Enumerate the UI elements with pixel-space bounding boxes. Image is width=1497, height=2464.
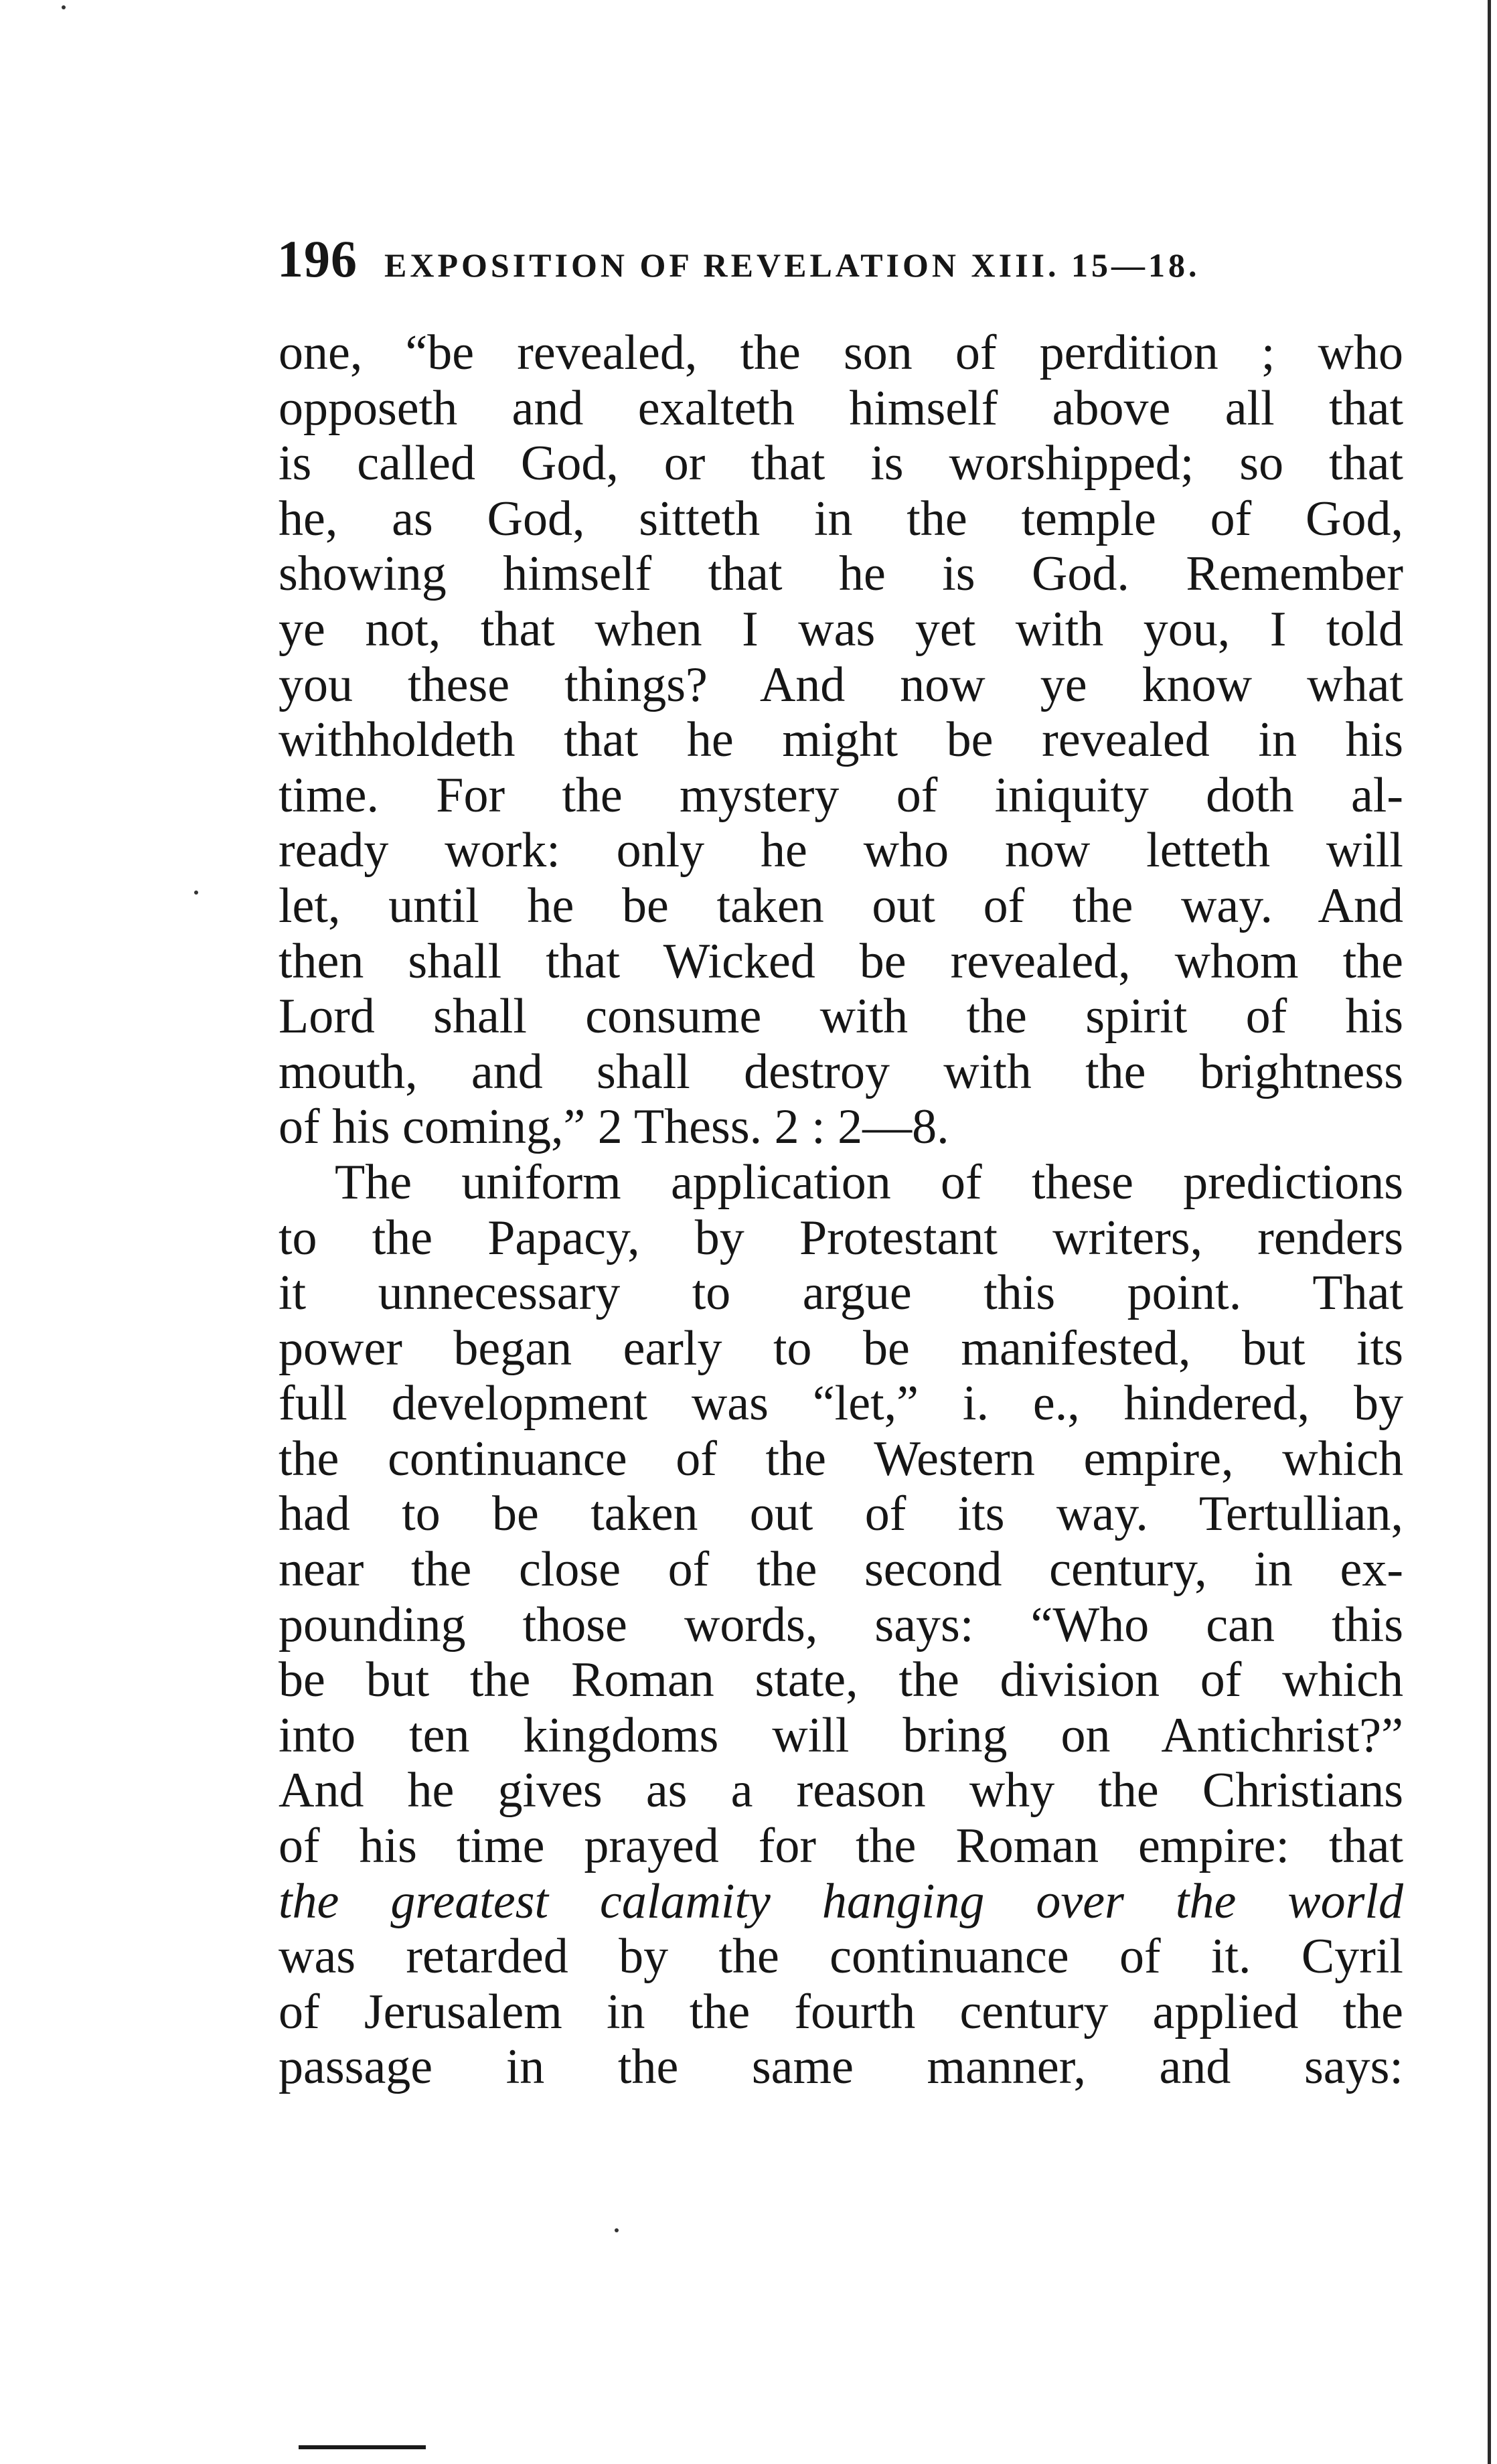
page-header — [277, 229, 1348, 288]
text-line-italic: the greatest calamity hanging over the world — [279, 1873, 1403, 1929]
text-line: time. For the mystery of iniquity doth al- — [279, 767, 1403, 823]
text-line: pounding those words, says: “Who can this — [279, 1597, 1403, 1652]
text-line: showing himself that he is God. Remember — [279, 546, 1403, 602]
text-line: of his coming,” 2 Thess. 2 : 2—8. — [279, 1099, 949, 1155]
page-edge-rule — [1488, 0, 1491, 2464]
text-line: you these things? And now ye know what — [279, 657, 1403, 712]
text-line: opposeth and exalteth himself above all that — [279, 380, 1403, 436]
text-line: ready work: only he who now letteth will — [279, 823, 1403, 878]
text-line: into ten kingdoms will bring on Antichrist?” — [279, 1707, 1403, 1763]
text-line: of his time prayed for the Roman empire: that — [279, 1819, 1403, 1874]
text-line: The uniform application of these predictions — [335, 1154, 1403, 1210]
text-line: near the close of the second century, in ex- — [279, 1542, 1403, 1598]
text-line: he, as God, sitteth in the temple of God, — [279, 491, 1403, 546]
text-line: mouth, and shall destroy with the brightness — [279, 1044, 1403, 1099]
text-line: full development was “let,” i. e., hindered, by — [279, 1376, 1403, 1432]
text-line: of Jerusalem in the fourth century applied the — [279, 1984, 1403, 2039]
text-line: ye not, that when I was yet with you, I told — [279, 601, 1403, 657]
text-line: let, until he be taken out of the way. And — [279, 878, 1403, 933]
text-line: the continuance of the Western empire, which — [279, 1431, 1403, 1486]
body-text — [279, 325, 1403, 2095]
text-line: passage in the same manner, and says: — [279, 2039, 1403, 2095]
scan-speck — [194, 891, 198, 895]
text-line: then shall that Wicked be revealed, whom the — [279, 933, 1403, 989]
text-line: be but the Roman state, the division of which — [279, 1652, 1403, 1708]
text-line: withholdeth that he might be revealed in his — [279, 712, 1403, 768]
text-line: And he gives as a reason why the Christians — [279, 1763, 1403, 1819]
page-number: 196 — [277, 230, 358, 288]
text-line: was retarded by the continuance of it. Cyril — [279, 1929, 1403, 1985]
running-head: EXPOSITION OF REVELATION XIII. 15—18. — [384, 246, 1200, 284]
footer-rule — [299, 2445, 426, 2449]
text-line: Lord shall consume with the spirit of his — [279, 989, 1403, 1045]
text-line: it unnecessary to argue this point. That — [279, 1265, 1403, 1321]
text-line: is called God, or that is worshipped; so that — [279, 436, 1403, 491]
text-line: one, “be revealed, the son of perdition ; who — [279, 325, 1403, 380]
scan-speck — [615, 2228, 619, 2232]
text-line: to the Papacy, by Protestant writers, renders — [279, 1210, 1403, 1265]
text-line: power began early to be manifested, but its — [279, 1320, 1403, 1376]
scan-speck — [62, 5, 66, 9]
text-line: had to be taken out of its way. Tertullian, — [279, 1486, 1403, 1542]
